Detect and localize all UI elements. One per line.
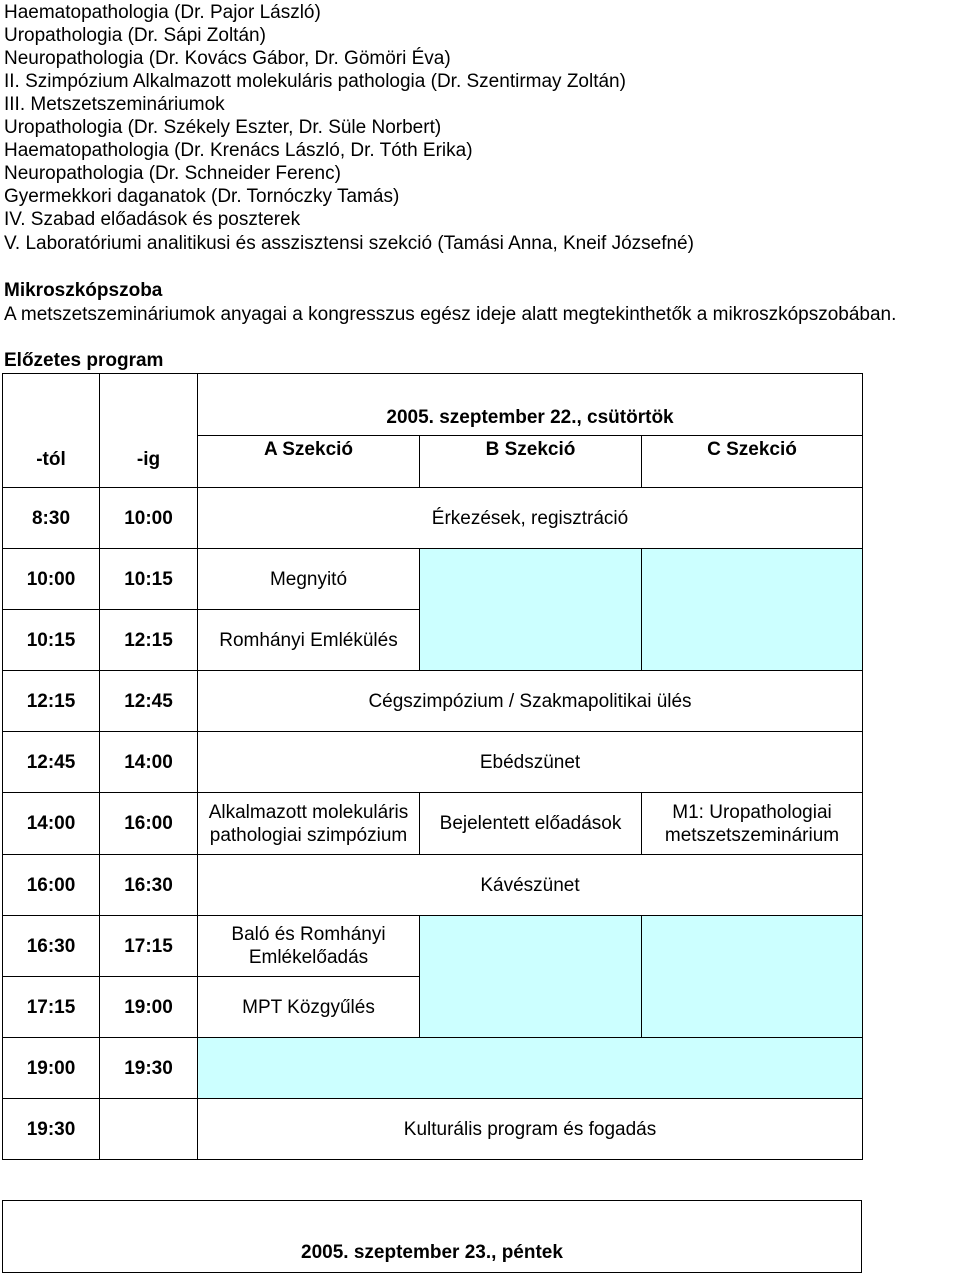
time-from: 16:00 — [3, 855, 100, 916]
session-a-cell: Romhányi Emlékülés — [198, 610, 420, 671]
session-cell: Kávészünet — [198, 855, 863, 916]
time-to: 17:15 — [100, 916, 198, 977]
session-a-cell: Baló és Romhányi Emlékelőadás — [198, 916, 420, 977]
time-from: 12:15 — [3, 671, 100, 732]
time-to: 10:15 — [100, 549, 198, 610]
intro-line: Haematopathologia (Dr. Krenács László, Dr. Tóth Erika) — [4, 140, 473, 161]
time-from: 14:00 — [3, 793, 100, 855]
time-to: 16:30 — [100, 855, 198, 916]
col-b-header: B Szekció — [420, 436, 642, 488]
day2-date: 2005. szeptember 23., péntek — [3, 1201, 862, 1273]
session-a-cell: Megnyitó — [198, 549, 420, 610]
table-row — [3, 1038, 863, 1099]
session-cell: Kulturális program és fogadás — [198, 1099, 863, 1160]
schedule-table-day2 — [2, 1200, 862, 1273]
time-from: 19:00 — [3, 1038, 100, 1099]
intro-line: Neuropathologia (Dr. Schneider Ferenc) — [4, 163, 341, 184]
program-heading: Előzetes program — [4, 350, 164, 371]
empty-session-cell — [420, 549, 642, 671]
empty-session-cell — [420, 916, 642, 1038]
table-row — [3, 793, 863, 855]
time-from: 19:30 — [3, 1099, 100, 1160]
table-row — [3, 488, 863, 549]
time-from: 8:30 — [3, 488, 100, 549]
day1-date: 2005. szeptember 22., csütörtök — [198, 374, 863, 436]
time-to: 12:15 — [100, 610, 198, 671]
empty-session-cell — [642, 916, 863, 1038]
empty-session-cell — [198, 1038, 863, 1099]
table-row — [3, 1099, 863, 1160]
time-from: 10:15 — [3, 610, 100, 671]
table-row — [3, 671, 863, 732]
time-to: 19:30 — [100, 1038, 198, 1099]
col-from-header: -tól — [3, 436, 100, 488]
intro-line: II. Szimpózium Alkalmazott molekuláris pathologia (Dr. Szentirmay Zoltán) — [4, 71, 626, 92]
session-c-cell: M1: Uropathologiai metszetszeminárium — [642, 793, 863, 855]
time-from: 10:00 — [3, 549, 100, 610]
col-c-header: C Szekció — [642, 436, 863, 488]
intro-line: Haematopathologia (Dr. Pajor László) — [4, 2, 321, 23]
time-from: 17:15 — [3, 977, 100, 1038]
intro-line: Neuropathologia (Dr. Kovács Gábor, Dr. Gömöri Éva) — [4, 48, 451, 69]
session-b-cell: Bejelentett előadások — [420, 793, 642, 855]
intro-line: V. Laboratóriumi analitikusi és asszisztensi szekció (Tamási Anna, Kneif Józsefné) — [4, 233, 694, 254]
empty-session-cell — [642, 549, 863, 671]
session-a-cell: MPT Közgyűlés — [198, 977, 420, 1038]
time-from: 16:30 — [3, 916, 100, 977]
col-to-header: -ig — [100, 436, 198, 488]
time-to: 19:00 — [100, 977, 198, 1038]
col-a-header: A Szekció — [198, 436, 420, 488]
schedule-table-day1 — [2, 373, 863, 1160]
intro-line: IV. Szabad előadások és poszterek — [4, 209, 301, 230]
session-cell: Érkezések, regisztráció — [198, 488, 863, 549]
session-a-cell: Alkalmazott molekuláris pathologiai szimpózium — [198, 793, 420, 855]
intro-line: Uropathologia (Dr. Sápi Zoltán) — [4, 25, 266, 46]
time-to — [100, 1099, 198, 1160]
microscope-text: A metszetszemináriumok anyagai a kongresszus egész ideje alatt megtekinthetők a mikroszkópszobában. — [4, 304, 897, 325]
intro-line: Uropathologia (Dr. Székely Eszter, Dr. Süle Norbert) — [4, 117, 442, 138]
session-cell: Cégszimpózium / Szakmapolitikai ülés — [198, 671, 863, 732]
time-to: 10:00 — [100, 488, 198, 549]
time-from: 12:45 — [3, 732, 100, 793]
time-to: 16:00 — [100, 793, 198, 855]
session-cell: Ebédszünet — [198, 732, 863, 793]
table-row — [3, 855, 863, 916]
microscope-heading: Mikroszkópszoba — [4, 280, 163, 301]
time-to: 12:45 — [100, 671, 198, 732]
intro-line: III. Metszetszemináriumok — [4, 94, 225, 115]
time-to: 14:00 — [100, 732, 198, 793]
table-row — [3, 916, 863, 977]
intro-line: Gyermekkori daganatok (Dr. Tornóczky Tamás) — [4, 186, 400, 207]
table-row — [3, 732, 863, 793]
table-row — [3, 549, 863, 610]
